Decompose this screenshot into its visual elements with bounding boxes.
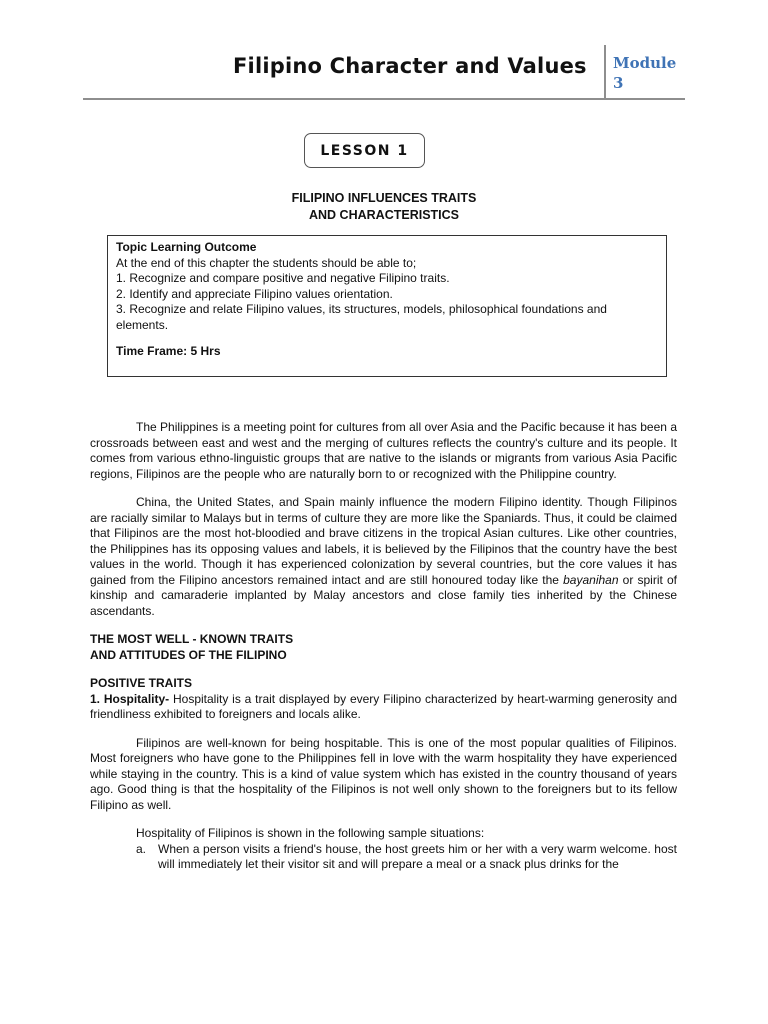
list-item	[90, 842, 677, 873]
lesson-label: LESSON 1	[320, 142, 409, 159]
page-header	[0, 0, 768, 104]
hospitality-paragraph	[90, 692, 677, 723]
influence-text-1: China, the United States, and Spain mainly influence the modern Filipino identity. Though Filipinos are racially similar to Malays but in terms of culture they are more like the Spaniards. Thus, it could be claimed that Filipinos are the most hot-bloodied and brave citizens in the tropical Asian cultures. Like other countries, the Philippines has its opposing values and labels, it is believed by the Filipinos that the country have the best values in the world. Though it has experienced colonization by several countries, but the core values it has gained from the Filipino ancestors remained intact and are still honoured today like the	[90, 495, 677, 587]
module-word: Module	[613, 54, 677, 72]
lesson-title	[0, 190, 768, 224]
list-item-text: When a person visits a friend's house, the host greets him or her with a very warm welcome. host will immediately let their visitor sit and will prepare a meal or a snack plus drinks for the	[158, 841, 677, 871]
hospitality-definition: Hospitality is a trait displayed by every Filipino characterized by heart-warming generosity and friendliness exhibited to foreigners and locals alike.	[90, 691, 678, 721]
learning-outcome-box	[107, 235, 667, 377]
section-heading	[90, 632, 677, 663]
outcome-item: 2. Identify and appreciate Filipino values orientation.	[116, 286, 393, 301]
outcome-heading: Topic Learning Outcome	[116, 240, 257, 254]
module-label	[613, 53, 683, 93]
module-number: 3	[613, 74, 624, 92]
outcome-intro: At the end of this chapter the students should be able to;	[116, 255, 417, 270]
intro-paragraph: The Philippines is a meeting point for cultures from all over Asia and the Pacific because it has been a crossroads between east and west and the merging of cultures reflects the country's culture and its people. It comes from various ethno-linguistic groups that are native to the islands or migrants from various Asia Pacific regions, Filipinos are the people who are naturally born to or recognized with the Philippine country.	[90, 420, 677, 481]
hospitality-detail-paragraph: Filipinos are well-known for being hospitable. This is one of the most popular qualities of Filipinos. Most foreigners who have gone to the Philippines fell in love with the warm hospitality they have experienced while staying in the country. This is a kind of value system which has existed in the country thousand of years ago. Good thing is that the hospitality of the Filipinos is not well only shown to the foreigners but to its fellow Filipino as well.	[90, 735, 677, 812]
influence-text-2: or spirit of kinship and camaraderie implanted by Malay ancestors and close family ties inherited by the Chinese ascendants.	[90, 572, 677, 618]
section-heading-line2: AND ATTITUDES OF THE FILIPINO	[90, 647, 287, 662]
lesson-title-line2: AND CHARACTERISTICS	[309, 208, 459, 222]
header-divider-vertical	[604, 45, 606, 99]
influence-paragraph	[90, 495, 677, 619]
time-frame: Time Frame: 5 Hrs	[116, 344, 221, 358]
bayanihan-term: bayanihan	[563, 572, 619, 587]
lesson-badge	[304, 133, 425, 168]
sample-list	[90, 842, 677, 873]
outcome-item: 1. Recognize and compare positive and negative Filipino traits.	[116, 271, 450, 285]
header-divider-horizontal	[83, 98, 685, 100]
document-body	[90, 420, 677, 873]
hospitality-label: 1. Hospitality-	[90, 691, 170, 706]
lesson-title-line1: FILIPINO INFLUENCES TRAITS	[291, 191, 477, 205]
list-marker: a.	[136, 841, 147, 856]
positive-traits-heading: POSITIVE TRAITS	[90, 676, 193, 690]
document-title: Filipino Character and Values	[233, 54, 587, 78]
outcome-item: 3. Recognize and relate Filipino values, its structures, models, philosophical foundations and elements.	[116, 302, 607, 332]
samples-intro: Hospitality of Filipinos is shown in the following sample situations:	[136, 826, 485, 840]
section-heading-line1: THE MOST WELL - KNOWN TRAITS	[90, 632, 294, 646]
